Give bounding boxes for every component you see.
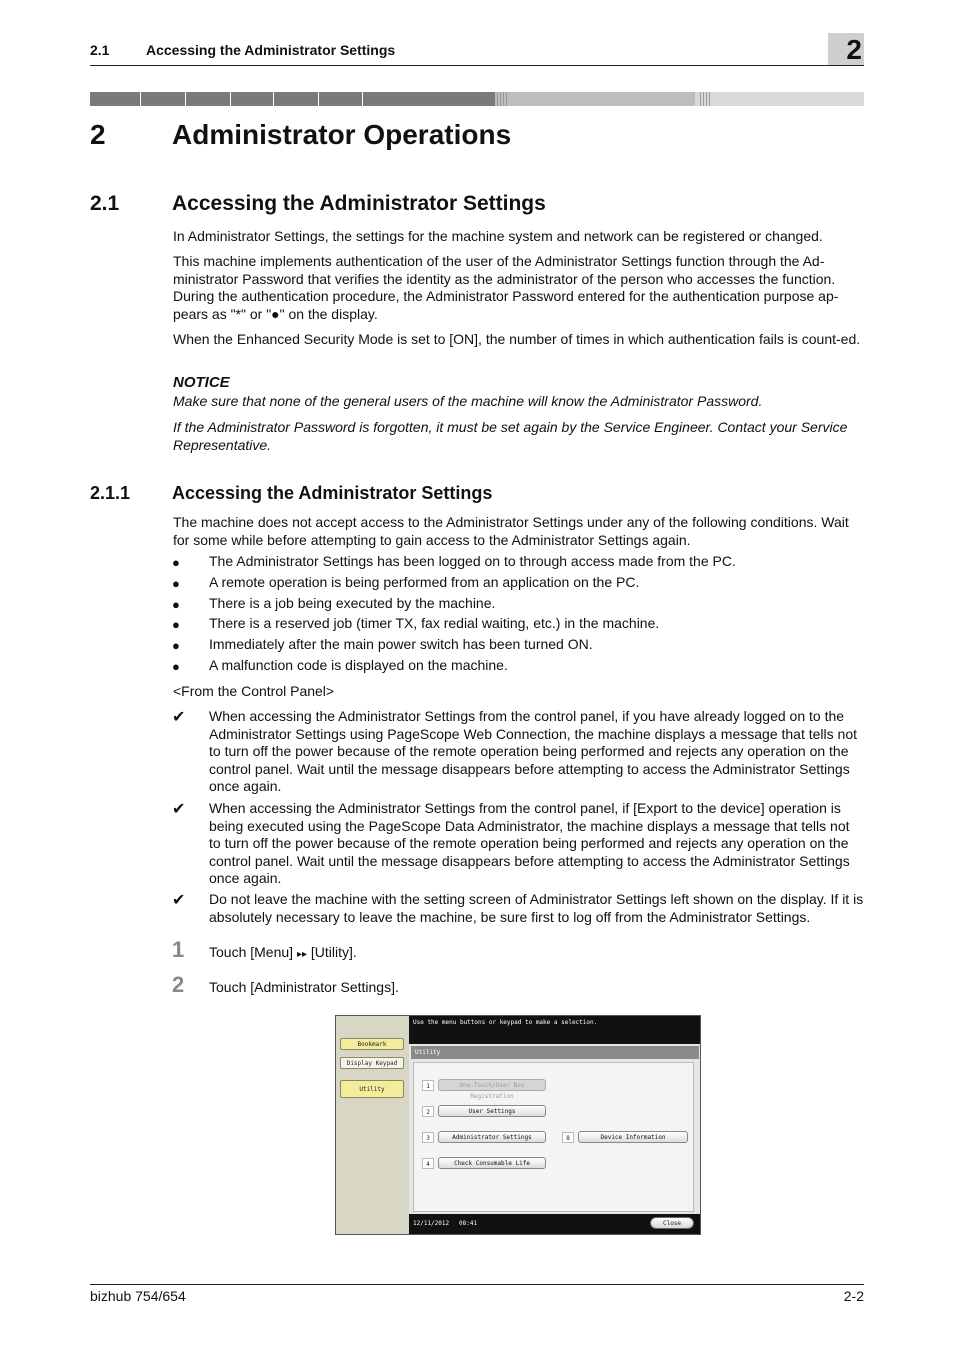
option-number: 4 (422, 1158, 434, 1169)
section-paragraph: In Administrator Settings, the settings for the machine system and network can be registered or changed. (173, 228, 823, 244)
step-text-after: [Utility]. (306, 944, 357, 960)
chapter-badge (828, 33, 864, 66)
section-paragraph: This machine implements authentication of the user of the Administrator Settings function through the Ad-ministrator Password that verifies the identity as the administrator of the person who accesses the function. During the authentication procedure, the Administrator Password entered for the authentication purpose ap-pears as "*" or "●" on the display. (173, 253, 839, 322)
step-number: 1 (172, 937, 185, 962)
screen-left-panel (336, 1016, 409, 1234)
bookmark-button[interactable]: Bookmark (340, 1038, 404, 1050)
chapter-number: 2 (90, 119, 106, 150)
close-button[interactable]: Close (650, 1217, 694, 1229)
list-item: Immediately after the main power switch has been turned ON. (209, 636, 593, 652)
bullet-icon: ● (172, 638, 180, 653)
screen-date: 12/11/2012 (413, 1220, 450, 1227)
header-rule (90, 65, 864, 66)
footer-rule (90, 1284, 864, 1285)
screen-message: Use the menu buttons or keypad to make a selection. (409, 1016, 700, 1044)
check-icon: ✔ (172, 801, 186, 818)
administrator-settings-button[interactable]: Administrator Settings (438, 1131, 546, 1143)
footer-model: bizhub 754/654 (90, 1288, 186, 1304)
list-item: There is a reserved job (timer TX, fax redial waiting, etc.) in the machine. (209, 615, 660, 631)
utility-button[interactable]: Utility (340, 1080, 404, 1098)
section-paragraph: When the Enhanced Security Mode is set to [ON], the number of times in which authentication fails is count-ed. (173, 331, 861, 347)
bullet-icon: ● (172, 576, 180, 591)
notice-label: NOTICE (173, 374, 230, 391)
screen-title: Utility (411, 1046, 699, 1059)
double-arrow-icon: ▸▸ (296, 949, 307, 960)
section-number: 2.1 (90, 192, 120, 215)
step-number: 2 (172, 972, 185, 997)
device-information-button[interactable]: Device Information (578, 1131, 688, 1143)
screen-menu-area (413, 1062, 694, 1212)
step-text (209, 944, 865, 964)
bullet-icon: ● (172, 617, 180, 632)
header-section-title: Accessing the Administrator Settings (146, 42, 396, 58)
screen-time: 08:41 (459, 1220, 478, 1227)
section-title: Accessing the Administrator Settings (172, 192, 546, 215)
check-item: When accessing the Administrator Settings from the control panel, if you have already logged on to the Administrator Settings using PageScope Web Connection, the machine displays a message that tells not to turn off the power because of the remote operation being performed and rejects any operation on the control panel. Wait until the message disappears before attempting to access the Administrator Settings once again. (209, 708, 857, 794)
notice-text: If the Administrator Password is forgotten, it must be set again by the Service Engineer. Contact your Service Representative. (173, 419, 848, 453)
step-text: Touch [Administrator Settings]. (209, 979, 399, 995)
bullet-icon: ● (172, 597, 180, 612)
option-number: 8 (562, 1132, 574, 1143)
display-keypad-button[interactable]: Display Keypad (340, 1057, 404, 1069)
bullet-icon: ● (172, 555, 180, 570)
list-item: The Administrator Settings has been logged on to through access made from the PC. (209, 553, 736, 569)
one-touch-registration-button[interactable]: One-Touch/User Box Registration (438, 1079, 546, 1091)
option-number: 3 (422, 1132, 434, 1143)
check-item: When accessing the Administrator Settings from the control panel, if [Export to the device] operation is being executed using the PageScope Data Administrator, the machine displays a message that tells not to turn off the power because of the remote operation being performed and rejects any operation on the control panel. Wait until the message disappears before attempting to access the Administrator Settings once again. (209, 800, 850, 886)
subsection-intro: The machine does not accept access to the Administrator Settings under any of the following conditions. Wait for some while before attempting to gain access to the Administrator Settings again. (173, 514, 849, 548)
notice-text: Make sure that none of the general users of the machine will know the Administrator Password. (173, 393, 763, 409)
header-section-number: 2.1 (90, 42, 110, 58)
user-settings-button[interactable]: User Settings (438, 1105, 546, 1117)
check-icon: ✔ (172, 709, 186, 726)
chapter-badge-number: 2 (846, 34, 862, 65)
from-control-panel: <From the Control Panel> (173, 683, 335, 699)
option-number: 2 (422, 1106, 434, 1117)
check-consumable-life-button[interactable]: Check Consumable Life (438, 1157, 546, 1169)
check-item: Do not leave the machine with the setting screen of Administrator Settings left shown on the display. If it is absolutely necessary to leave the machine, be sure first to log off from the Administrator Settings. (209, 891, 864, 925)
list-item: A malfunction code is displayed on the machine. (209, 657, 508, 673)
control-panel-screenshot (335, 1015, 701, 1235)
chapter-title: Administrator Operations (172, 119, 512, 150)
option-number: 1 (422, 1080, 434, 1091)
step-text-before: Touch [Menu] (209, 944, 297, 960)
check-icon: ✔ (172, 892, 186, 909)
screen-status-bar (409, 1214, 700, 1234)
list-item: A remote operation is being performed from an application on the PC. (209, 574, 640, 590)
footer-page: 2-2 (843, 1288, 864, 1304)
list-item: There is a job being executed by the machine. (209, 595, 496, 611)
bullet-icon: ● (172, 659, 180, 674)
decorative-band (90, 92, 864, 106)
subsection-number: 2.1.1 (90, 483, 131, 503)
subsection-title: Accessing the Administrator Settings (172, 483, 493, 503)
